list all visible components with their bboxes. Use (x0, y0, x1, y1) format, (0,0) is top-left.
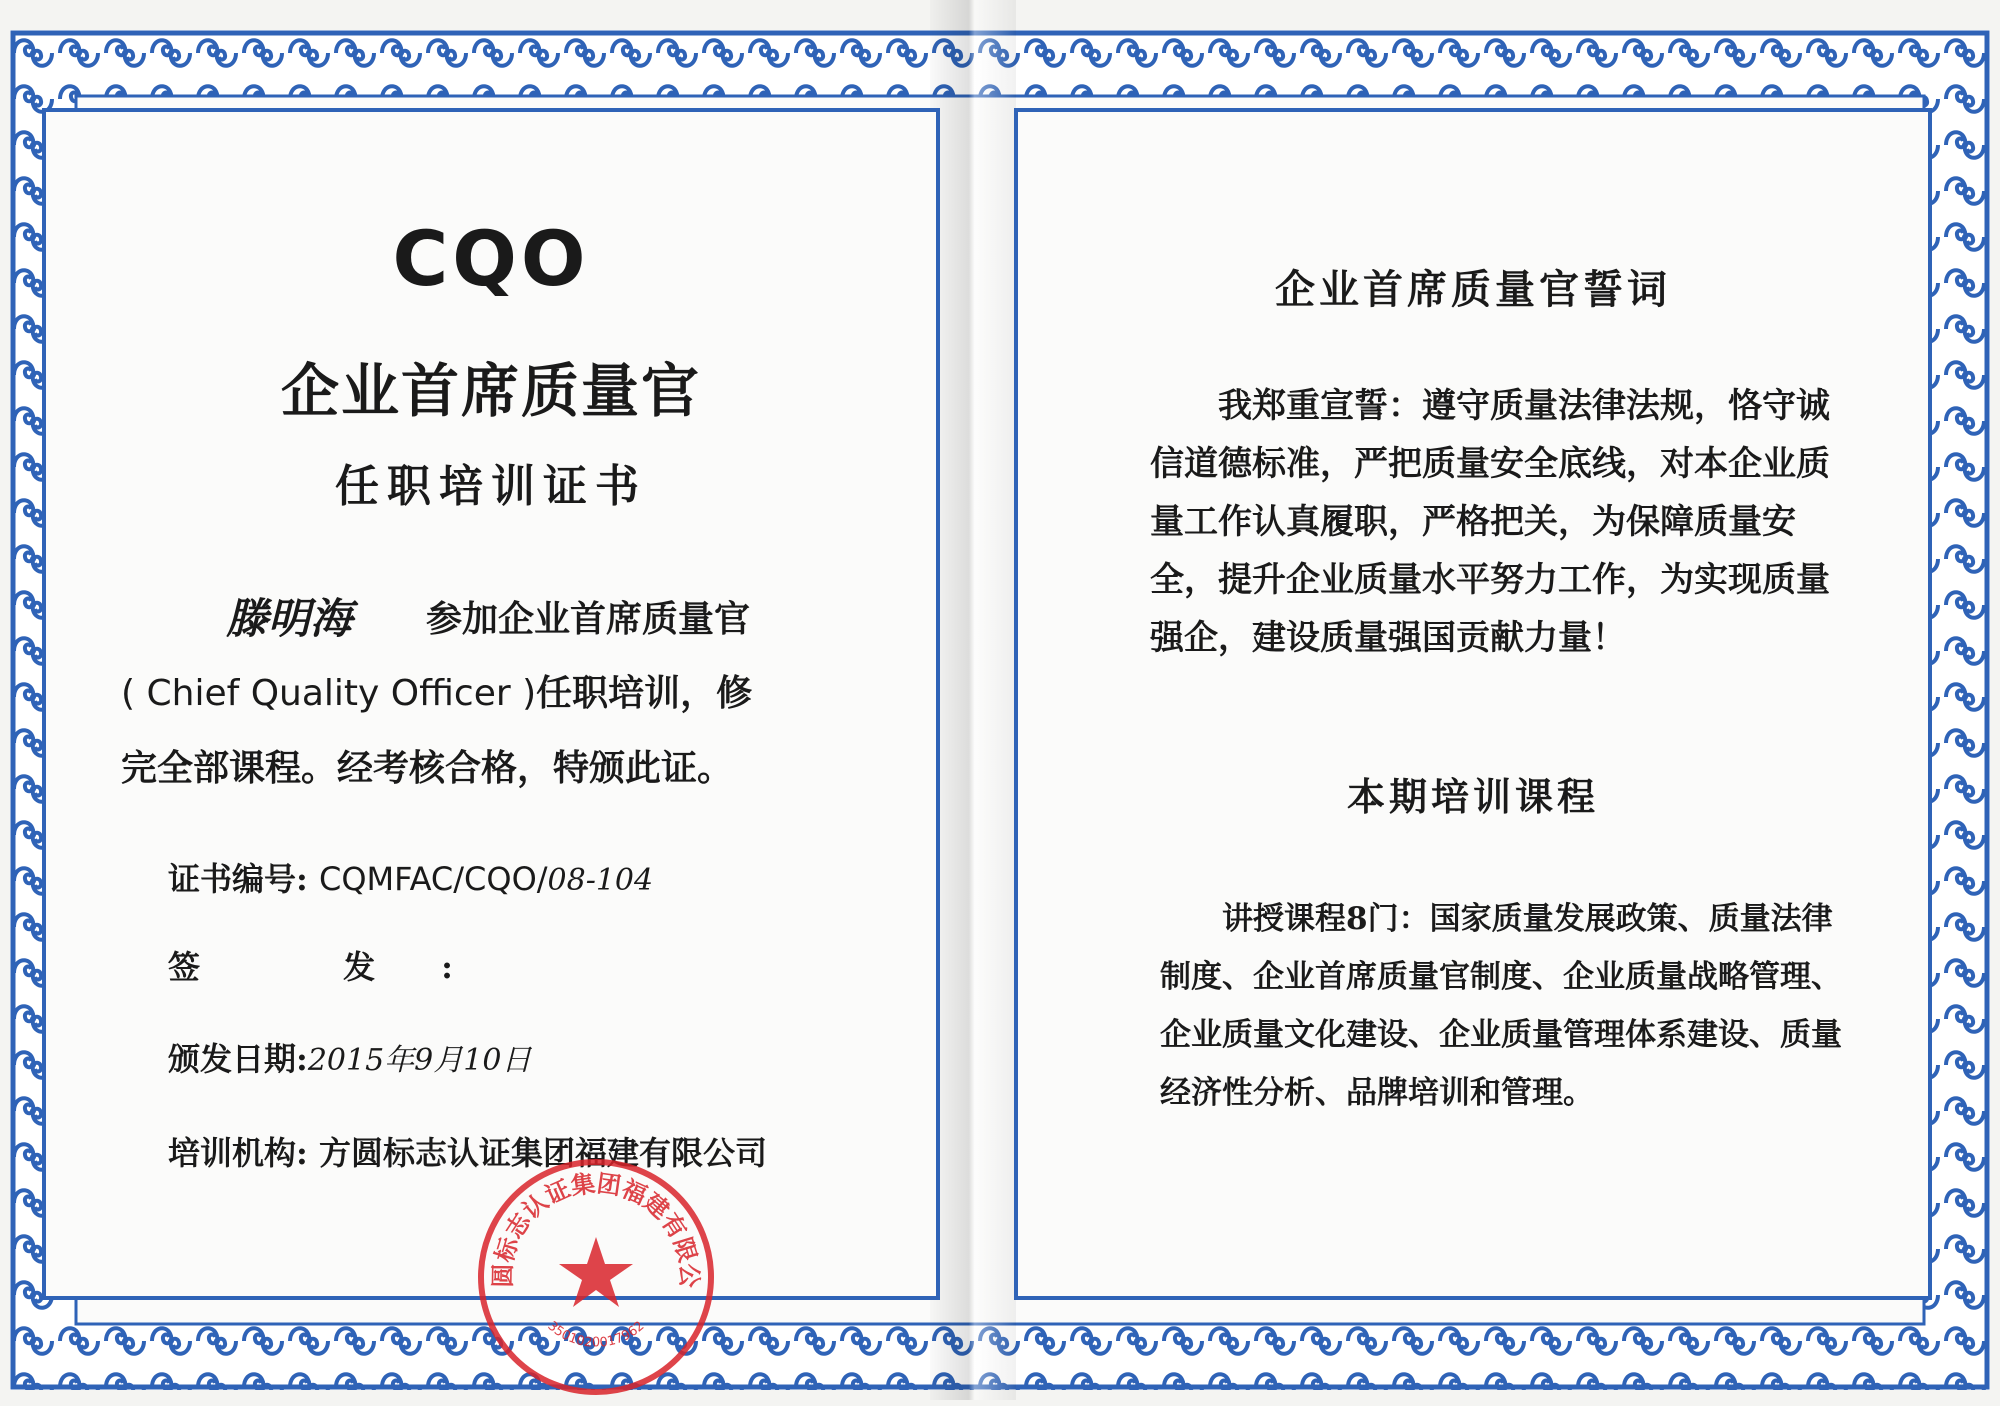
training-org-value: 方圆标志认证集团福建有限公司 (318, 1134, 767, 1172)
left-page (42, 108, 940, 1351)
holder-signature: 滕明海 (226, 594, 353, 643)
cert-number-value: CQMFAC/CQO/ (318, 860, 548, 898)
statement-line1: 参加企业首席质量官 (426, 598, 751, 640)
certificate-title: 企业首席质量官 (280, 357, 701, 425)
book-spine-fold (930, 0, 1016, 1400)
issuer-label: 签 发: (168, 948, 519, 986)
right-page (1014, 108, 1932, 1300)
training-org-label: 培训机构: (168, 1134, 308, 1172)
official-seal (471, 1152, 721, 1402)
statement-english-title: ( Chief Quality Officer ) (121, 673, 537, 714)
cert-number-label: 证书编号: (168, 860, 308, 898)
cert-number-handwritten: 08-104 (547, 863, 654, 898)
svg-text:3501020017962 (545, 1319, 648, 1351)
issue-date-row (168, 1034, 531, 1080)
seal-text: 圆标志认证集团福建有限公 (488, 1169, 704, 1288)
certificate-subtitle: 任职培训证书 (335, 461, 647, 512)
statement-line3: 完全部课程。经考核合格，特颁此证。 (121, 747, 734, 789)
cert-number-row (168, 854, 653, 900)
issuer-row (168, 942, 519, 988)
cqo-logo: CQO (392, 214, 590, 303)
oath-text: 我郑重宣誓：遵守质量法律法规，恪守诚信道德标准，严把质量安全底线，对本企业质量工作认真履职，严格把关，为保障质量安全，提升企业质量水平努力工作，为实现质量强企，建设质量强国贡献力量！ (1150, 386, 1830, 658)
issue-date-label: 颁发日期: (168, 1040, 308, 1078)
issue-date-value: 2015年9月10日 (307, 1043, 532, 1078)
courses-text: 讲授课程8门：国家质量发展政策、质量法律制度、企业首席质量官制度、企业质量战略管理、企业质量文化建设、企业质量管理体系建设、质量经济性分析、品牌培训和管理。 (1160, 901, 1842, 1111)
courses-title: 本期培训课程 (1346, 775, 1599, 819)
oath-title: 企业首席质量官誓词 (1275, 266, 1671, 313)
seal-number: 3501020017962 (544, 1318, 648, 1351)
statement-line2: 任职培训，修 (536, 672, 753, 714)
certificate-statement (121, 582, 901, 805)
